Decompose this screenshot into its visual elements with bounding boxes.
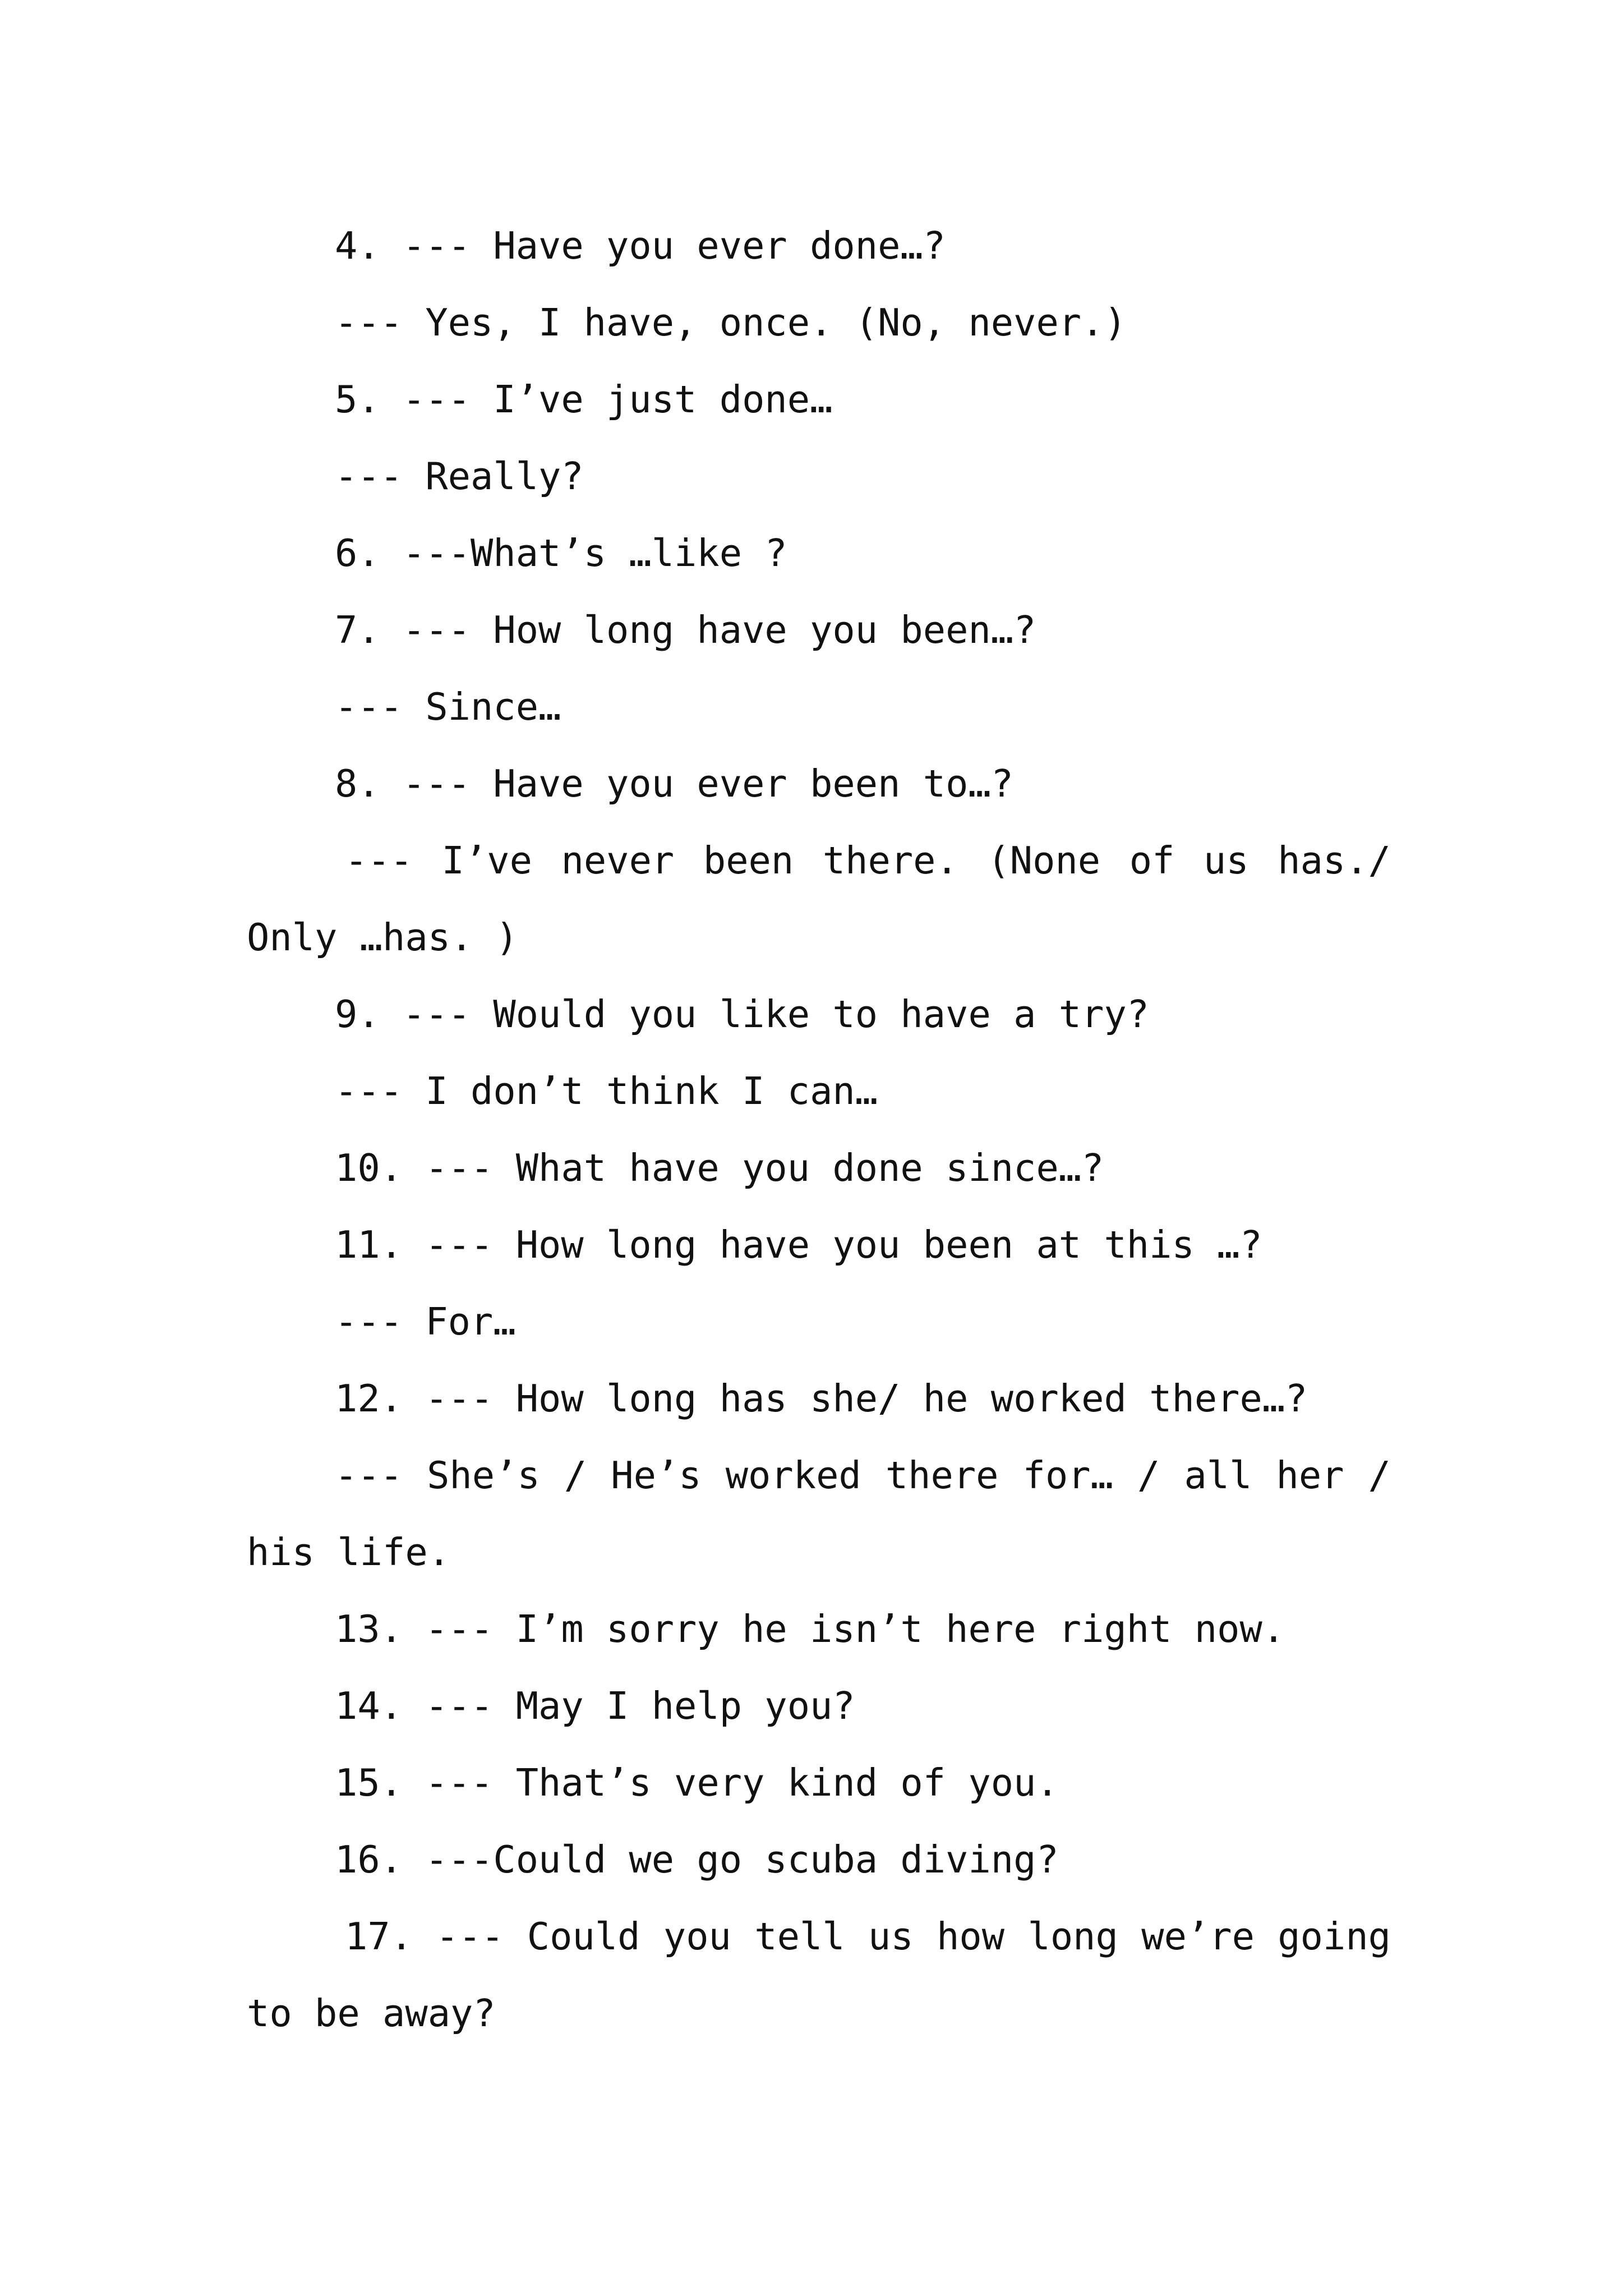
- dialogue-line-12-question: 12. --- How long has she/ he worked there…?: [335, 1377, 1308, 1420]
- dialogue-line-17-continued: to be away?: [247, 1991, 496, 2035]
- dialogue-line-4-answer: --- Yes, I have, once. (No, never.): [335, 301, 1127, 344]
- dialogue-line-9-question: 9. --- Would you like to have a try?: [335, 992, 1150, 1036]
- dialogue-line-7-answer: --- Since…: [335, 685, 561, 729]
- dialogue-line-13: 13. --- I’m sorry he isn’t here right now.: [335, 1607, 1285, 1651]
- dialogue-line-8-question: 8. --- Have you ever been to…?: [335, 762, 1014, 806]
- dialogue-line-8-answer-continued: Only …has. ): [247, 915, 519, 959]
- dialogue-line-12-answer: --- She’s / He’s worked there for… / all her /: [335, 1453, 1391, 1497]
- dialogue-line-5-reply: --- Really?: [335, 454, 584, 498]
- dialogue-line-8-answer: --- I’ve never been there. (None of us has./: [345, 839, 1391, 882]
- dialogue-line-10-question: 10. --- What have you done since…?: [335, 1146, 1104, 1190]
- dialogue-line-12-answer-continued: his life.: [247, 1530, 451, 1574]
- dialogue-line-17: 17. --- Could you tell us how long we’re going: [345, 1915, 1391, 1958]
- dialogue-line-7-question: 7. --- How long have you been…?: [335, 608, 1036, 652]
- dialogue-line-16: 16. ---Could we go scuba diving?: [335, 1838, 1059, 1881]
- dialogue-line-11-answer: --- For…: [335, 1300, 516, 1343]
- dialogue-line-15: 15. --- That’s very kind of you.: [335, 1761, 1059, 1805]
- dialogue-line-9-answer: --- I don’t think I can…: [335, 1069, 878, 1113]
- dialogue-line-14: 14. --- May I help you?: [335, 1684, 855, 1728]
- dialogue-line-4-question: 4. --- Have you ever done…?: [335, 224, 946, 268]
- dialogue-list: [247, 208, 1391, 2052]
- dialogue-line-5-statement: 5. --- I’ve just done…: [335, 378, 833, 421]
- dialogue-line-11-question: 11. --- How long have you been at this …?: [335, 1223, 1262, 1267]
- dialogue-line-6-question: 6. ---What’s …like ?: [335, 531, 787, 575]
